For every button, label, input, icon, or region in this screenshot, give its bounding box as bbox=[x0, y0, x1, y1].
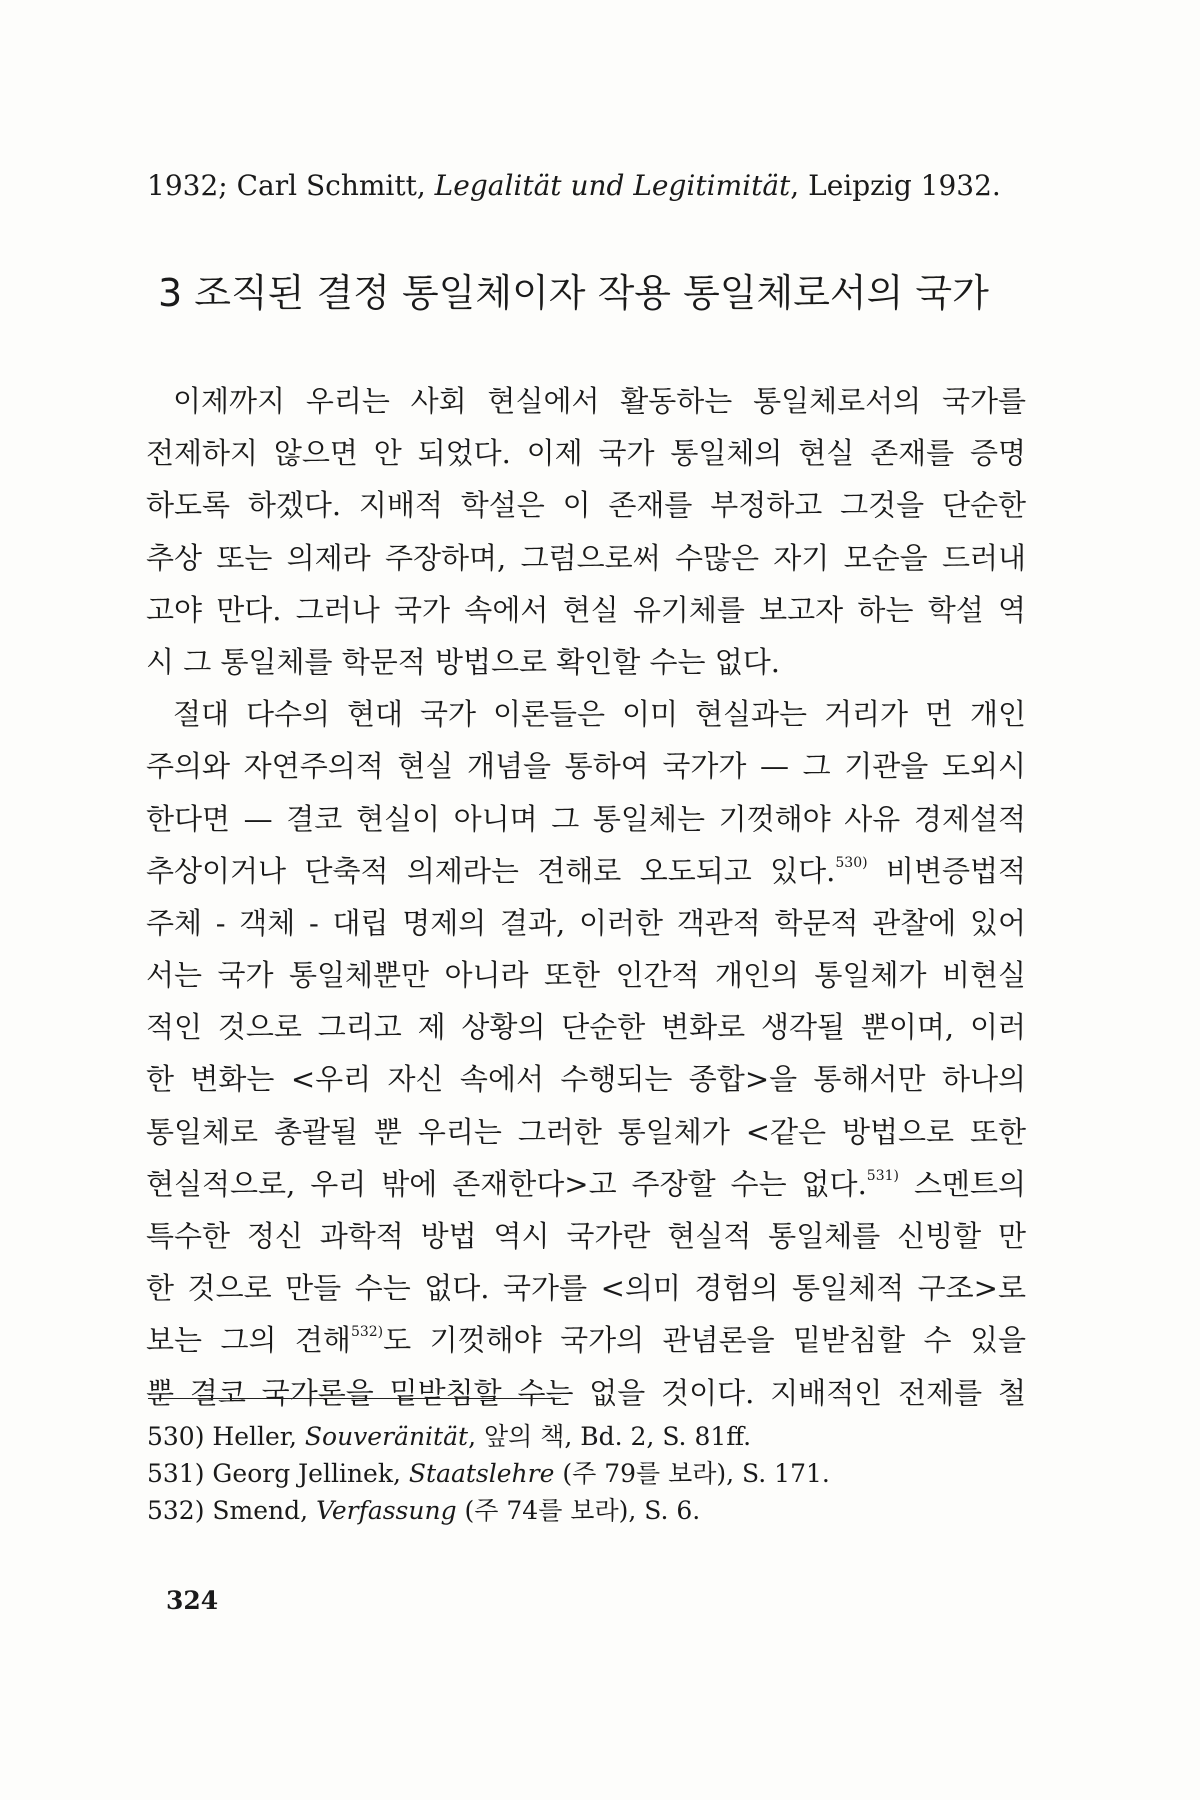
text-line: 특수한 정신 과학적 방법 역시 국가란 현실적 통일체를 신빙할 만 bbox=[146, 1219, 1026, 1253]
footnote-rest: (주 74를 보라), S. 6. bbox=[456, 1496, 701, 1525]
footnote-532 bbox=[147, 1492, 1047, 1529]
text-line: 뿐 결코 국가론을 밑받침할 수는 없을 것이다. 지배적인 전제를 철 bbox=[146, 1375, 1026, 1410]
text-segment: 보는 그의 견해 bbox=[146, 1323, 351, 1358]
text-line: 시 그 통일체를 학문적 방법으로 확인할 수는 없다. bbox=[146, 644, 781, 679]
footnote-author: Smend, bbox=[212, 1496, 317, 1525]
footnote-ref-532[interactable]: 532) bbox=[350, 1324, 384, 1341]
text-line: 이제까지 우리는 사회 현실에서 활동하는 통일체로서의 국가를 bbox=[173, 384, 1026, 418]
footnote-530 bbox=[147, 1418, 1047, 1455]
body-text bbox=[146, 375, 1026, 1419]
text-segment: 현실적으로, 우리 밖에 존재한다>고 주장할 수는 없다. bbox=[146, 1166, 867, 1201]
text-line: 절대 다수의 현대 국가 이론들은 이미 현실과는 거리가 먼 개인 bbox=[173, 697, 1026, 732]
text-line: 주체 - 객체 - 대립 명제의 결과, 이러한 객관적 학문적 관찰에 있어 bbox=[146, 905, 1026, 940]
footnote-ref-530[interactable]: 530) bbox=[835, 854, 868, 871]
continued-footnote-line bbox=[147, 168, 1107, 204]
footnote-number: 532) bbox=[147, 1496, 213, 1525]
citation-suffix: , Leipzig 1932. bbox=[790, 169, 1001, 202]
text-segment: 스멘트의 bbox=[898, 1166, 1026, 1201]
text-segment: 비변증법적 bbox=[867, 853, 1027, 888]
footnote-title: Staatslehre bbox=[408, 1459, 555, 1488]
text-line: 고야 만다. 그러나 국가 속에서 현실 유기체를 보고자 하는 학설 역 bbox=[146, 592, 1026, 627]
text-line bbox=[146, 845, 1026, 897]
text-line: 한 변화는 <우리 자신 속에서 수행되는 종합>을 통해서만 하나의 bbox=[146, 1062, 1026, 1097]
page-number: 324 bbox=[166, 1586, 219, 1615]
footnote-title: Verfassung bbox=[316, 1496, 457, 1525]
footnote-title: Souveränität bbox=[304, 1422, 469, 1451]
text-line: 적인 것으로 그리고 제 상황의 단순한 변화로 생각될 뿐이며, 이러 bbox=[146, 1010, 1026, 1045]
text-line bbox=[146, 1314, 1026, 1366]
text-line: 전제하지 않으면 안 되었다. 이제 국가 통일체의 현실 존재를 증명 bbox=[146, 436, 1026, 471]
footnote-author: Georg Jellinek, bbox=[212, 1459, 409, 1488]
footnote-divider bbox=[148, 1398, 561, 1399]
footnote-531 bbox=[147, 1455, 1047, 1492]
text-segment: 도 기껏해야 국가의 관념론을 밑받침할 수 있을 bbox=[383, 1323, 1026, 1358]
footnote-number: 530) bbox=[147, 1422, 213, 1451]
footnote-author: Heller, bbox=[212, 1422, 305, 1451]
text-line: 하도록 하겠다. 지배적 학설은 이 존재를 부정하고 그것을 단순한 bbox=[146, 488, 1026, 523]
footnote-number: 531) bbox=[147, 1459, 213, 1488]
text-line: 통일체로 총괄될 뿐 우리는 그러한 통일체가 <같은 방법으로 또한 bbox=[146, 1114, 1026, 1149]
text-segment: 추상이거나 단축적 의제라는 견해로 오도되고 있다. bbox=[146, 853, 836, 888]
footnote-rest: (주 79를 보라), S. 171. bbox=[554, 1459, 830, 1488]
citation-title: Legalität und Legitimität bbox=[434, 169, 791, 202]
text-line: 주의와 자연주의적 현실 개념을 통하여 국가가 — 그 기관을 도외시 bbox=[146, 749, 1026, 784]
text-line: 서는 국가 통일체뿐만 아니라 또한 인간적 개인의 통일체가 비현실 bbox=[146, 958, 1026, 993]
footnote-ref-531[interactable]: 531) bbox=[866, 1167, 899, 1184]
text-line bbox=[146, 1158, 1026, 1210]
section-heading: 3 조직된 결정 통일체이자 작용 통일체로서의 국가 bbox=[158, 271, 989, 315]
citation-prefix: 1932; Carl Schmitt, bbox=[147, 169, 435, 202]
footnote-rest: , 앞의 책, Bd. 2, S. 81ff. bbox=[468, 1422, 752, 1451]
text-line: 한 것으로 만들 수는 없다. 국가를 <의미 경험의 통일체적 구조>로 bbox=[146, 1271, 1026, 1306]
text-line: 한다면 — 결코 현실이 아니며 그 통일체는 기껏해야 사유 경제설적 bbox=[146, 801, 1026, 836]
footnotes bbox=[147, 1418, 1047, 1529]
text-line: 추상 또는 의제라 주장하며, 그럼으로써 수많은 자기 모순을 드러내 bbox=[146, 540, 1026, 575]
